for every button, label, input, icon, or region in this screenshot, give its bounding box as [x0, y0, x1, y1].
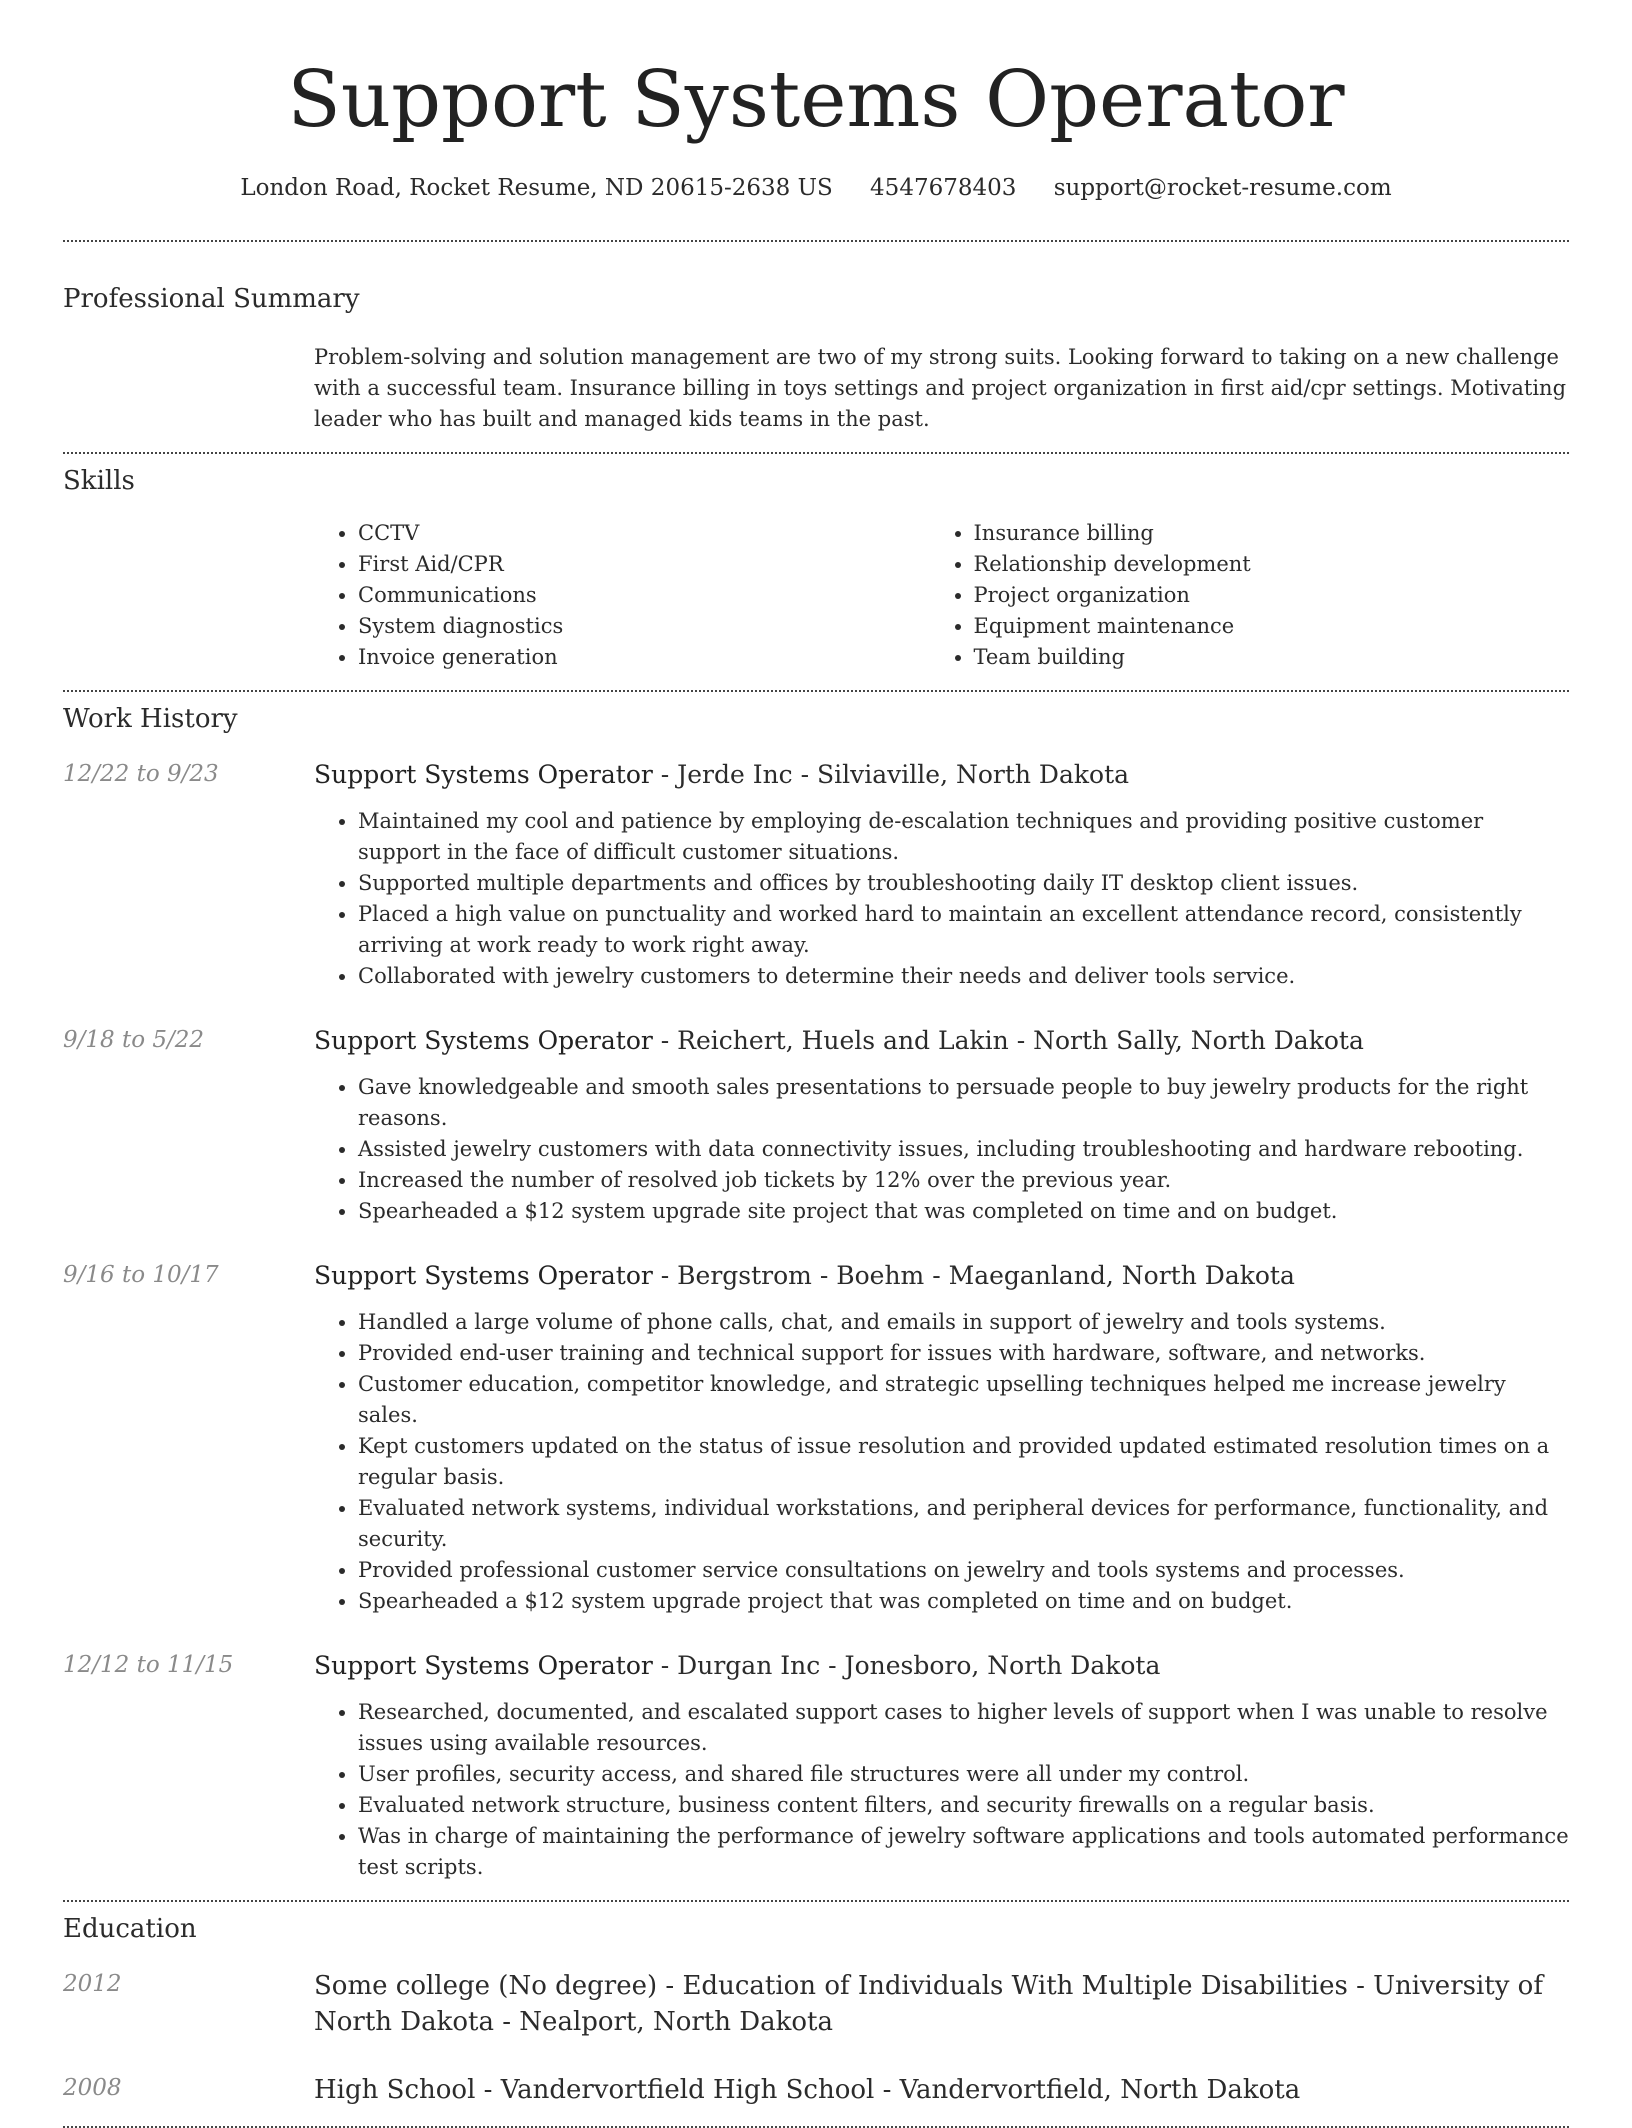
- education-details: - Vandervortfield High School - Vandervortfield, North Dakota: [475, 2075, 1301, 2105]
- skill-item: • Relationship development: [974, 549, 1570, 580]
- job-role: Support Systems Operator: [314, 1651, 653, 1680]
- job-title: [314, 1024, 1569, 1058]
- job-bullet: • Handled a large volume of phone calls, chat, and emails in support of jewelry and tools systems.: [358, 1307, 1569, 1338]
- skills-list-right: [942, 518, 1570, 673]
- job-bullets: [314, 806, 1569, 992]
- job-company: - Durgan Inc - Jonesboro, North Dakota: [652, 1651, 1161, 1680]
- job-bullet: • Gave knowledgeable and smooth sales presentations to persuade people to buy jewelry products for the right reasons.: [358, 1072, 1569, 1134]
- job-entry: [63, 1649, 1569, 1883]
- job-bullet: • Evaluated network systems, individual workstations, and peripheral devices for performance, functionality, and security.: [358, 1493, 1569, 1555]
- education-heading: Education: [63, 1914, 197, 1944]
- education-year: 2012: [63, 1971, 122, 1997]
- job-bullet: • Researched, documented, and escalated support cases to higher levels of support when I was unable to resolve issues using available resources.: [358, 1697, 1569, 1759]
- job-bullets: [314, 1697, 1569, 1883]
- summary-section: [63, 242, 1569, 435]
- job-title: [314, 758, 1569, 792]
- skill-item: • Project organization: [974, 580, 1570, 611]
- job-bullet: • Provided end-user training and technical support for issues with hardware, software, and networks.: [358, 1338, 1569, 1369]
- job-title: [314, 1649, 1569, 1683]
- job-bullets: [314, 1307, 1569, 1617]
- job-bullet: • Collaborated with jewelry customers to determine their needs and deliver tools service.: [358, 961, 1569, 992]
- job-bullets: [314, 1072, 1569, 1227]
- job-entry: [63, 758, 1569, 992]
- job-bullet: • Was in charge of maintaining the performance of jewelry software applications and tools automated performance test scripts.: [358, 1821, 1569, 1883]
- education-entry: [63, 2072, 1569, 2108]
- education-degree: High School: [314, 2075, 476, 2105]
- skill-item: • First Aid/CPR: [358, 549, 942, 580]
- education-year: 2008: [63, 2075, 122, 2101]
- job-dates: 9/18 to 5/22: [63, 1027, 205, 1053]
- job-bullet: • Placed a high value on punctuality and worked hard to maintain an excellent attendance record, consistently arriving at work ready to work right away.: [358, 899, 1569, 961]
- contact-email: support@rocket-resume.com: [1053, 175, 1392, 201]
- work-heading: Work History: [63, 704, 238, 734]
- summary-heading: Professional Summary: [63, 284, 360, 314]
- job-bullet: • Kept customers updated on the status of issue resolution and provided updated estimated resolution times on a regular basis.: [358, 1431, 1569, 1493]
- job-bullet: • Provided professional customer service consultations on jewelry and tools systems and processes.: [358, 1555, 1569, 1586]
- job-bullet: • Customer education, competitor knowledge, and strategic upselling techniques helped me increase jewelry sales.: [358, 1369, 1569, 1431]
- job-bullet: • Assisted jewelry customers with data connectivity issues, including troubleshooting and hardware rebooting.: [358, 1134, 1569, 1165]
- education-title: [314, 2072, 1569, 2108]
- job-bullet: • Increased the number of resolved job tickets by 12% over the previous year.: [358, 1165, 1569, 1196]
- skill-item: • Invoice generation: [358, 642, 942, 673]
- job-bullet: • Maintained my cool and patience by employing de-escalation techniques and providing positive customer support in the face of difficult customer situations.: [358, 806, 1569, 868]
- skill-item: • Equipment maintenance: [974, 611, 1570, 642]
- education-details: - Education of Individuals With Multiple Disabilities - University of North Dakota - Nealport, North Dakota: [314, 1971, 1543, 2037]
- skill-item: • Team building: [974, 642, 1570, 673]
- job-bullet: • Spearheaded a $12 system upgrade project that was completed on time and on budget.: [358, 1586, 1569, 1617]
- job-bullet: • Spearheaded a $12 system upgrade site project that was completed on time and on budget.: [358, 1196, 1569, 1227]
- skills-list-left: [314, 518, 942, 673]
- job-role: Support Systems Operator: [314, 1026, 653, 1055]
- job-company: - Bergstrom - Boehm - Maeganland, North Dakota: [652, 1261, 1295, 1290]
- contact-address: London Road, Rocket Resume, ND 20615-2638 US: [240, 175, 833, 201]
- skill-item: • Insurance billing: [974, 518, 1570, 549]
- job-bullet: • Supported multiple departments and offices by troubleshooting daily IT desktop client issues.: [358, 868, 1569, 899]
- job-company: - Jerde Inc - Silviaville, North Dakota: [652, 760, 1130, 789]
- skills-heading: Skills: [63, 466, 135, 496]
- candidate-name: Support Systems Operator: [287, 55, 1345, 145]
- summary-text: Problem-solving and solution management are two of my strong suits. Looking forward to taking on a new challenge with a successful team. Insurance billing in toys settings and project organization in first aid/cpr settings. Motivating leader who has built and managed kids teams in the past.: [314, 345, 1567, 431]
- education-section: [63, 1902, 1569, 2108]
- skill-item: • Communications: [358, 580, 942, 611]
- contact-line: [63, 172, 1569, 204]
- skill-item: • System diagnostics: [358, 611, 942, 642]
- job-dates: 9/16 to 10/17: [63, 1262, 219, 1288]
- education-entry: [63, 1968, 1569, 2040]
- resume-header: [63, 0, 1569, 204]
- education-degree: Some college (No degree): [314, 1971, 658, 2001]
- contact-phone: 4547678403: [870, 175, 1017, 201]
- job-dates: 12/12 to 11/15: [63, 1652, 234, 1678]
- work-section: [63, 692, 1569, 1883]
- job-title: [314, 1259, 1569, 1293]
- skill-item: • CCTV: [358, 518, 942, 549]
- job-dates: 12/22 to 9/23: [63, 761, 219, 787]
- job-bullet: • Evaluated network structure, business content filters, and security firewalls on a regular basis.: [358, 1790, 1569, 1821]
- job-company: - Reichert, Huels and Lakin - North Sally, North Dakota: [652, 1026, 1364, 1055]
- job-entry: [63, 1259, 1569, 1617]
- job-bullet: • User profiles, security access, and shared file structures were all under my control.: [358, 1759, 1569, 1790]
- job-role: Support Systems Operator: [314, 760, 653, 789]
- job-role: Support Systems Operator: [314, 1261, 653, 1290]
- skills-section: [63, 454, 1569, 673]
- education-title: [314, 1968, 1569, 2040]
- job-entry: [63, 1024, 1569, 1227]
